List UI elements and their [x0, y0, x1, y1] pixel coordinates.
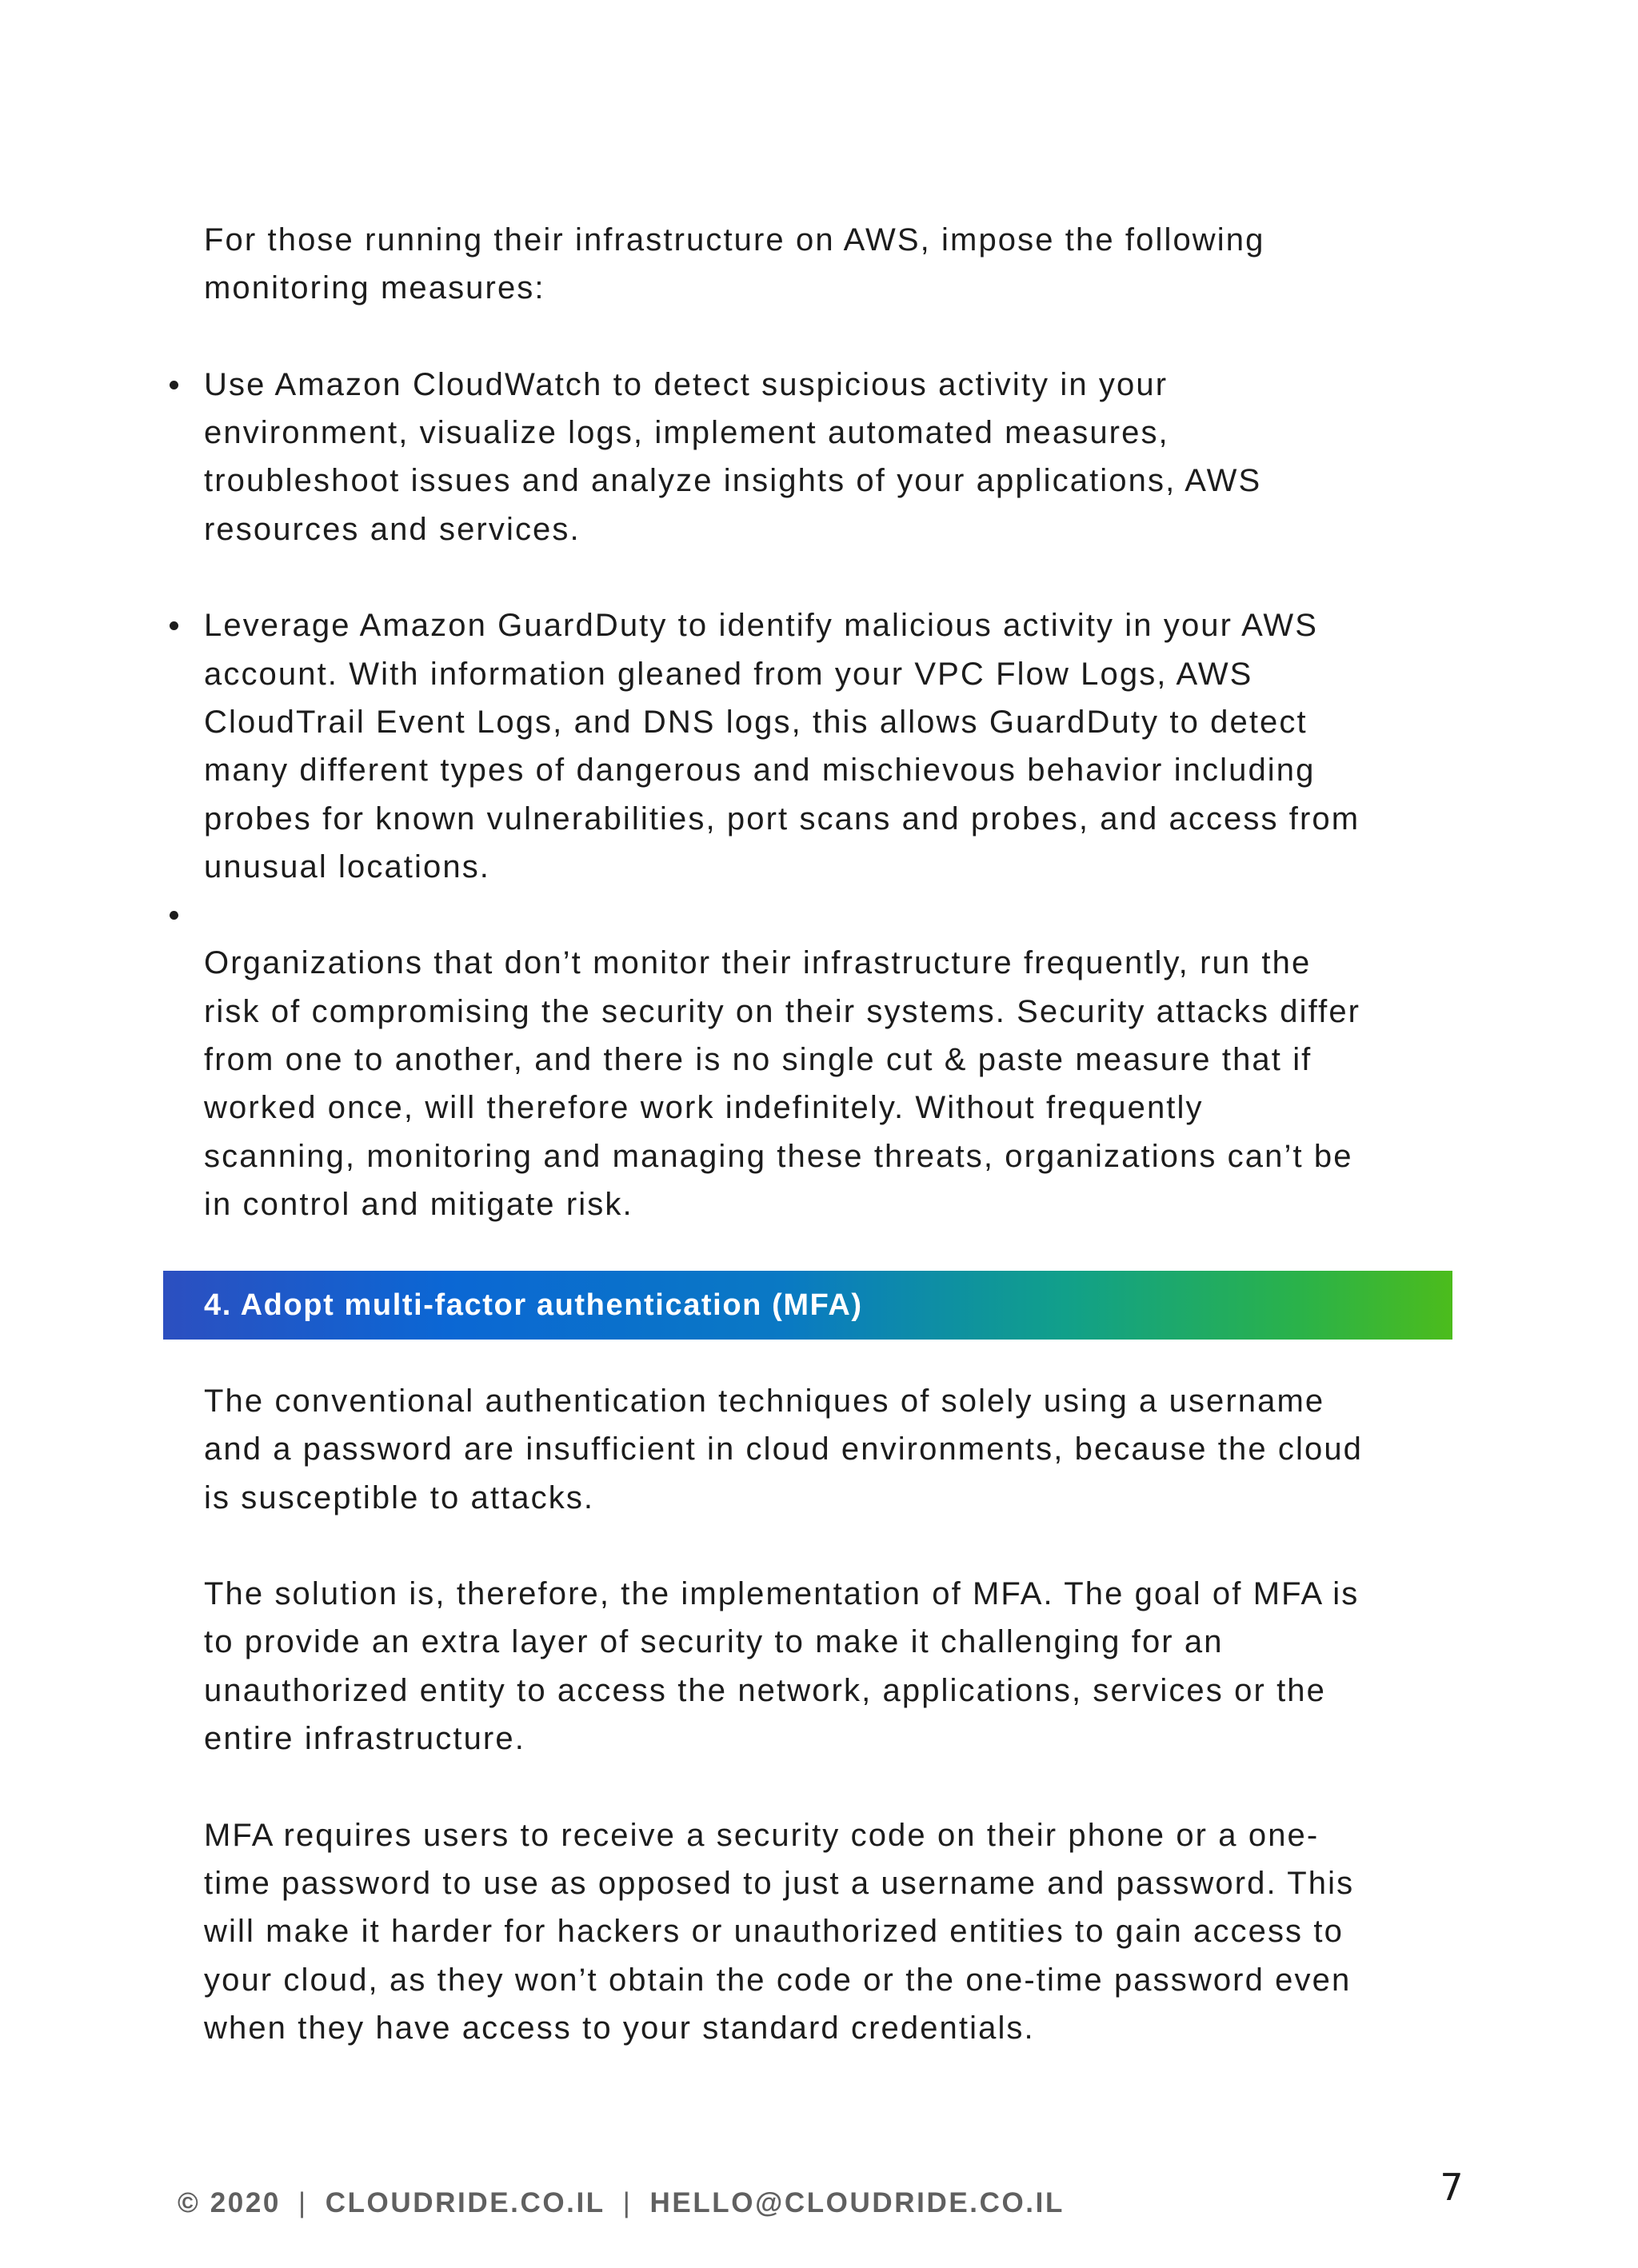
spacer: [204, 1522, 1468, 1570]
mfa-paragraph-2: The solution is, therefore, the implementation of MFA. The goal of MFA is to provide an extra layer of security to make it challenging for an unauthorized entity to access the network, applications, services or the entire infrastructure.: [204, 1576, 1360, 1757]
footer-email-link[interactable]: HELLO@CLOUDRIDE.CO.IL: [649, 2187, 1065, 2218]
monitoring-bullet-list: [204, 361, 1468, 940]
spacer: [204, 1763, 1468, 1811]
monitoring-section: [204, 216, 1468, 1228]
mfa-paragraph-1: The conventional authentication techniques of solely using a username and a password are insufficient in cloud environments, because the cloud is susceptible to attacks.: [204, 1384, 1364, 1515]
spacer: [204, 553, 1468, 601]
footer-separator: |: [298, 2187, 308, 2218]
bullet-cloudwatch: Use Amazon CloudWatch to detect suspicious activity in your environment, visualize logs, implement automated measures, troubleshoot issues and analyze insights of your applications, AWS resources and services.: [204, 361, 1468, 553]
footer-website-link[interactable]: CLOUDRIDE.CO.IL: [325, 2187, 605, 2218]
page-footer: [178, 2182, 1065, 2224]
footer-separator: |: [622, 2187, 633, 2218]
bullet-guardduty: Leverage Amazon GuardDuty to identify malicious activity in your AWS account. With information gleaned from your VPC Flow Logs, AWS CloudTrail Event Logs, and DNS logs, this allows GuardDuty to detect many different types of dangerous and mischievous behavior including probes for known vulnerabilities, port scans and probes, and access from unusual locations.: [204, 601, 1468, 891]
mfa-section: [204, 1377, 1468, 2052]
intro-paragraph: For those running their infrastructure on AWS, impose the following monitoring measures:: [204, 222, 1265, 306]
section-heading: 4. Adopt multi-factor authentication (MFA): [204, 1288, 863, 1322]
page-number: 7: [1440, 2166, 1464, 2209]
spacer: [204, 313, 1468, 361]
footer-copyright: © 2020: [178, 2187, 281, 2218]
section-heading-banner: [163, 1271, 1452, 1340]
mfa-paragraph-3: MFA requires users to receive a security code on their phone or a one- time password to use as opposed to just a username and password. This will make it harder for hackers or unauthorized entities to gain access to your cloud, as they won’t obtain the code or the one-time password even when they have access to your standard credentials.: [204, 1817, 1355, 2046]
bullet-empty: [204, 891, 1468, 939]
monitoring-conclusion-paragraph: Organizations that don’t monitor their infrastructure frequently, run the risk of compromising the security on their systems. Security attacks differ from one to another, and there is no single cut & paste measure that if worked once, will therefore work indefinitely. Without frequently scanning, monitoring and managing these threats, organizations can’t be in control and mitigate risk.: [204, 945, 1361, 1222]
